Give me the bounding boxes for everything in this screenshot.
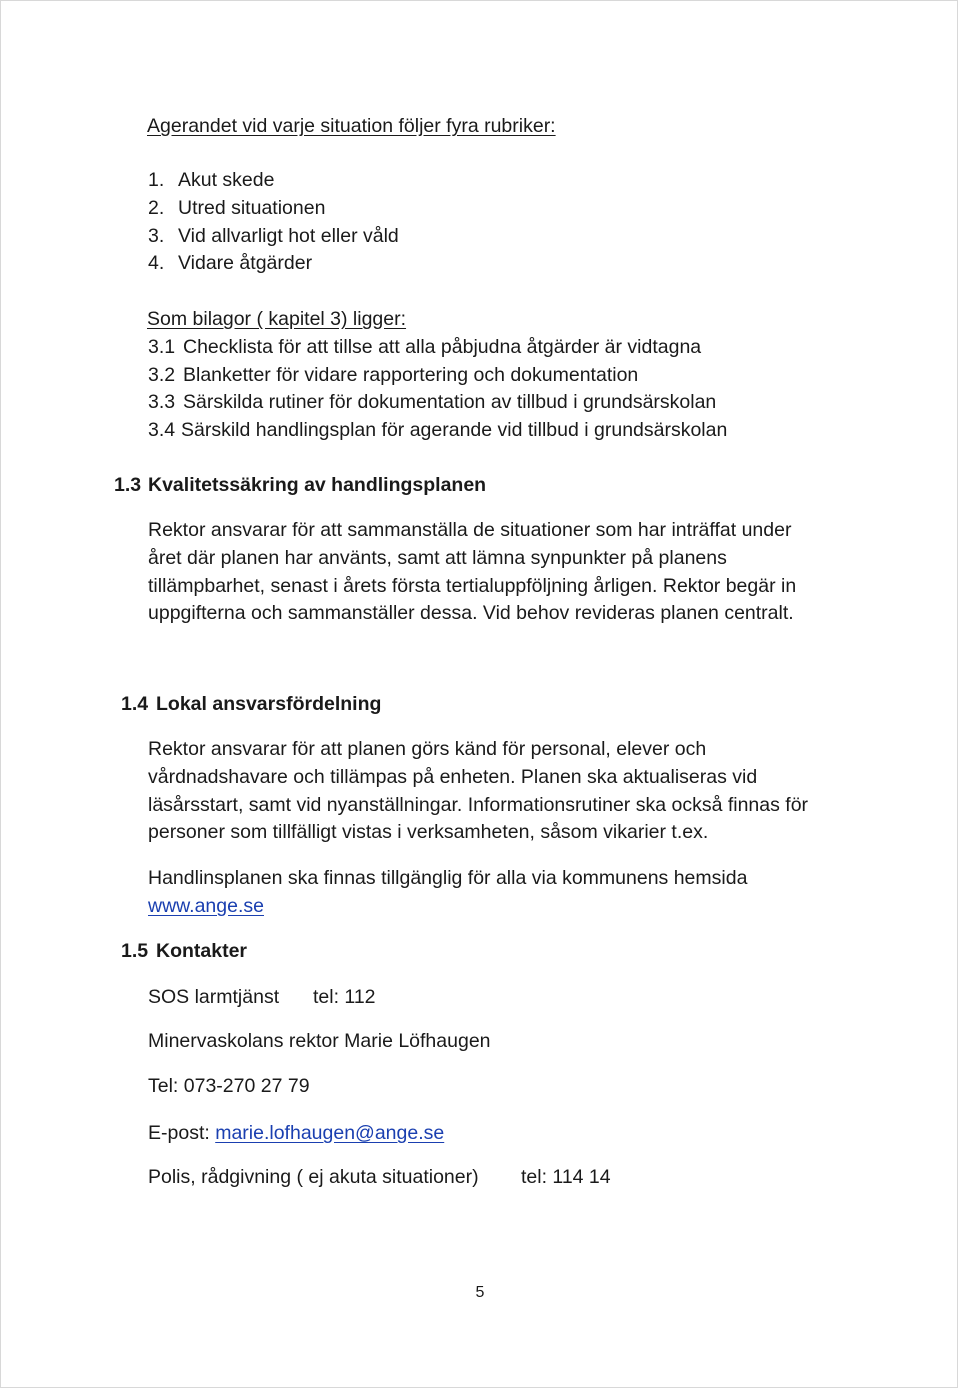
attachment-text: Särskild handlingsplan för agerande vid tillbud i grundsärskolan xyxy=(181,419,728,441)
paragraph-line: personer som tillfälligt vistas i verksamheten, såsom vikarier t.ex. xyxy=(148,821,709,844)
attachment-item xyxy=(148,390,716,414)
list-number: 2. xyxy=(148,197,165,219)
section-title: Kvalitetssäkring av handlingsplanen xyxy=(148,474,487,496)
attachments-heading: Som bilagor ( kapitel 3) ligger: xyxy=(147,308,407,330)
section-number: 1.4 xyxy=(121,693,149,715)
police-contact xyxy=(148,1165,611,1189)
email-label: E-post: xyxy=(148,1122,210,1144)
attachment-item xyxy=(148,363,638,387)
email-link[interactable]: marie.lofhaugen@ange.se xyxy=(215,1122,445,1144)
list-text: Akut skede xyxy=(178,169,275,191)
list-text: Vidare åtgärder xyxy=(178,252,313,274)
attachment-text: Särskilda rutiner för dokumentation av tillbud i grundsärskolan xyxy=(183,391,717,413)
intro-heading: Agerandet vid varje situation följer fyra rubriker: xyxy=(147,115,556,137)
attachment-number: 3.2 xyxy=(148,364,176,386)
police-label: Polis, rådgivning ( ej akuta situationer) xyxy=(148,1166,479,1188)
section-number: 1.3 xyxy=(114,474,142,496)
email-contact xyxy=(148,1121,444,1145)
list-number: 3. xyxy=(148,225,165,247)
list-item xyxy=(148,251,312,275)
section-1-3-paragraph xyxy=(148,517,868,628)
section-heading-1-5 xyxy=(121,939,247,963)
principal-contact: Minervaskolans rektor Marie Löfhaugen xyxy=(148,1030,491,1052)
section-title: Kontakter xyxy=(156,940,248,962)
sos-label: SOS larmtjänst xyxy=(148,986,280,1008)
sos-contact xyxy=(148,985,376,1009)
section-1-4-paragraph xyxy=(148,736,868,847)
paragraph-line: året där planen har använts, samt att lämna synpunkter på planens xyxy=(148,546,727,569)
attachment-item xyxy=(148,335,701,359)
attachment-text: Checklista för att tillse att alla påbjudna åtgärder är vidtagna xyxy=(183,336,702,358)
list-number: 4. xyxy=(148,252,165,274)
sos-tel: tel: 112 xyxy=(313,986,376,1008)
list-item xyxy=(148,224,399,248)
paragraph-line: vårdnadshavare och tillämpas på enheten. Planen ska aktualiseras vid xyxy=(148,765,758,788)
attachment-number: 3.1 xyxy=(148,336,176,358)
attachment-text: Blanketter för vidare rapportering och dokumentation xyxy=(183,364,639,386)
list-text: Vid allvarligt hot eller våld xyxy=(178,225,399,247)
police-tel: tel: 114 14 xyxy=(521,1166,611,1188)
list-item xyxy=(148,168,274,192)
website-link[interactable]: www.ange.se xyxy=(148,895,264,917)
list-number: 1. xyxy=(148,169,165,191)
attachment-number: 3.4 xyxy=(148,419,176,441)
section-title: Lokal ansvarsfördelning xyxy=(156,693,382,715)
paragraph-line: uppgifterna och sammanställer dessa. Vid behov revideras planen centralt. xyxy=(148,602,794,625)
paragraph-line: tillämpbarhet, senast i årets första tertialuppföljning årligen. Rektor begär in xyxy=(148,574,797,597)
list-text: Utred situationen xyxy=(178,197,326,219)
paragraph-line: Rektor ansvarar för att sammanställa de situationer som har inträffat under xyxy=(148,519,792,541)
section-number: 1.5 xyxy=(121,940,149,962)
principal-phone: Tel: 073-270 27 79 xyxy=(148,1075,310,1097)
attachment-item xyxy=(148,418,727,442)
section-heading-1-4 xyxy=(121,692,381,716)
paragraph-line: Rektor ansvarar för att planen görs känd för personal, elever och xyxy=(148,738,707,760)
list-item xyxy=(148,196,325,220)
page-number: 5 xyxy=(475,1284,485,1301)
attachment-number: 3.3 xyxy=(148,391,176,413)
paragraph-line: läsårsstart, samt vid nyanställningar. Informationsrutiner ska också finnas för xyxy=(148,793,809,816)
website-text: Handlinsplanen ska finnas tillgänglig för alla via kommunens hemsida xyxy=(148,867,748,889)
section-heading-1-3 xyxy=(114,473,486,497)
